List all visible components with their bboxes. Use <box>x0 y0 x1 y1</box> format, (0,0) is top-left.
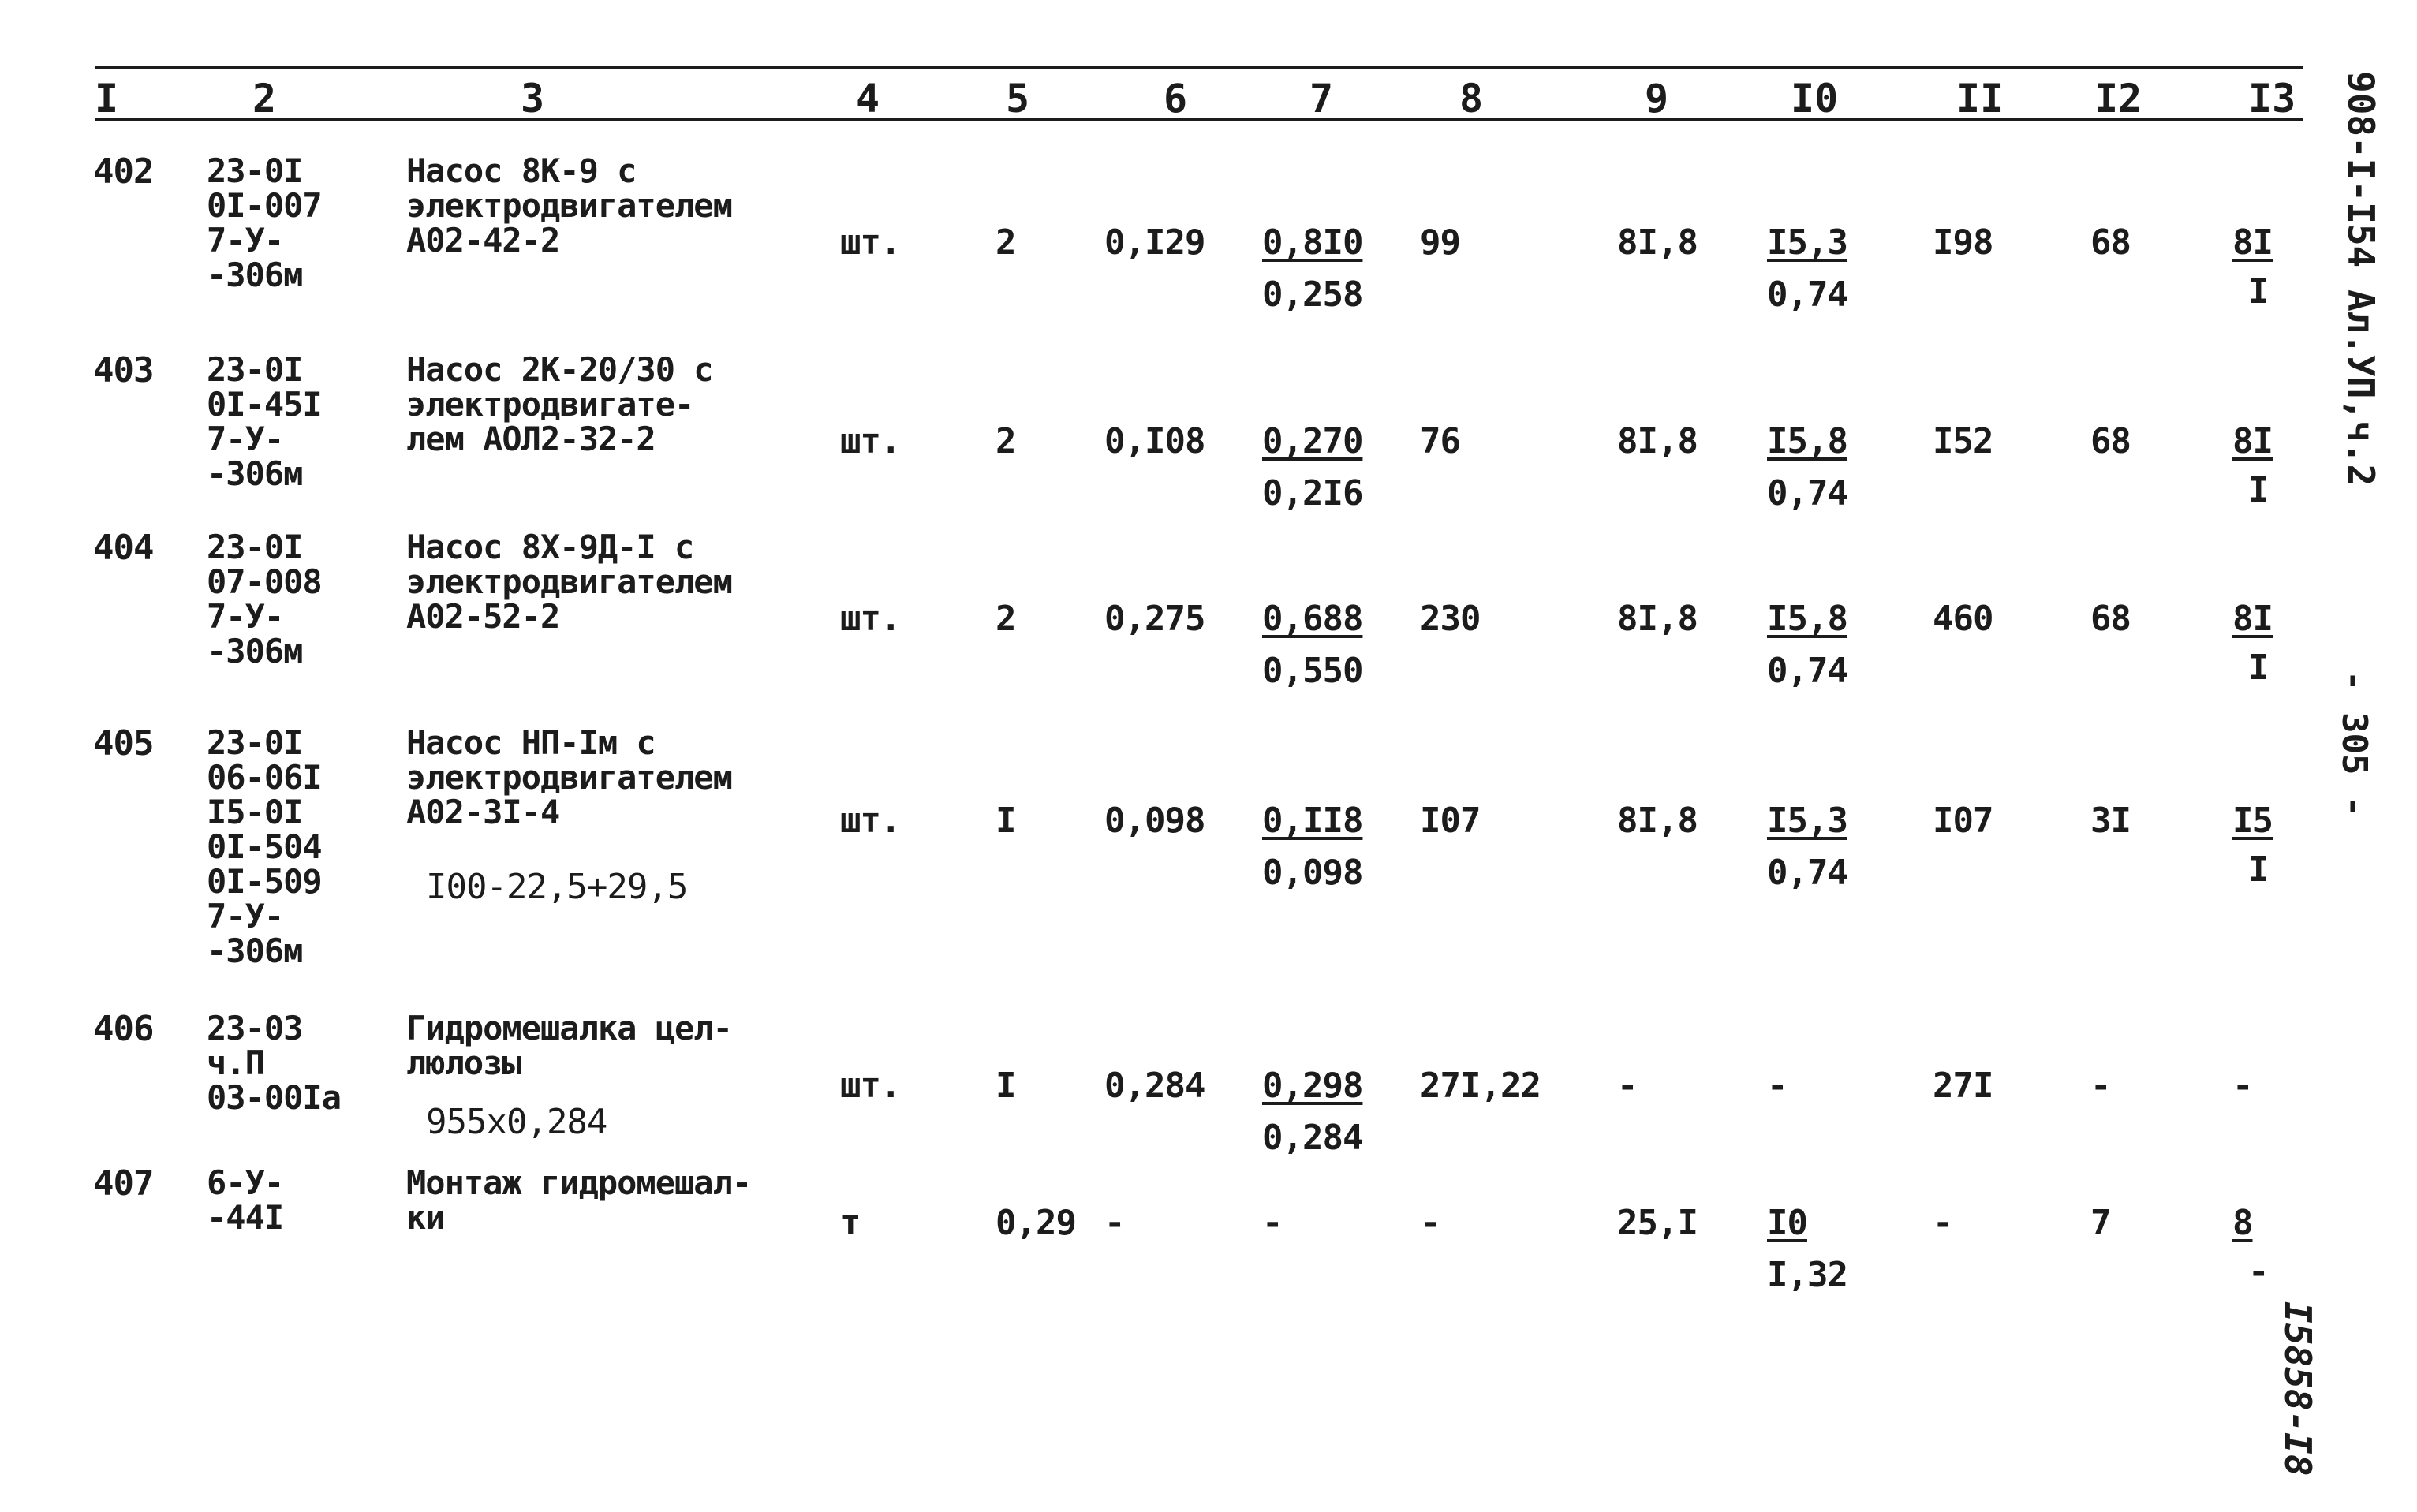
col-13-bottom-value: I <box>2248 470 2269 510</box>
norm-code-line: 03-00Iа <box>207 1078 342 1117</box>
col-11-value: - <box>1933 1203 1953 1243</box>
col-6-value: 0,275 <box>1104 599 1205 639</box>
col-7-bottom-value: 0,2I6 <box>1262 473 1363 513</box>
work-description-line: А02-42-2 <box>406 221 560 259</box>
col-9-value: 8I,8 <box>1617 599 1698 639</box>
quantity: I <box>996 801 1016 841</box>
column-header-1: I <box>95 76 119 121</box>
col-9-value: - <box>1617 1066 1638 1106</box>
work-description-note: I00-22,5+29,5 <box>426 867 688 907</box>
col-9-value: 8I,8 <box>1617 801 1698 841</box>
column-header-3: 3 <box>521 76 545 121</box>
col-10-bottom-value: 0,74 <box>1767 651 1847 691</box>
work-description-line: Гидромешалка цел- <box>406 1009 732 1047</box>
unit-of-measure: шт. <box>840 599 901 639</box>
unit-of-measure: шт. <box>840 421 901 461</box>
col-13-bottom-value: I <box>2248 271 2269 312</box>
col-7-top-value: 0,270 <box>1262 421 1363 461</box>
norm-code-line: 6-У- <box>207 1163 284 1202</box>
quantity: 2 <box>996 599 1016 639</box>
col-12-value: 3I <box>2090 801 2131 841</box>
norm-code-line: 23-0I <box>207 723 303 762</box>
quantity: 2 <box>996 222 1016 263</box>
work-description-line: Монтаж гидромешал- <box>406 1163 752 1202</box>
col-10-top-value: I5,8 <box>1767 599 1847 639</box>
quantity: 0,29 <box>996 1203 1076 1243</box>
col-12-value: 7 <box>2090 1203 2111 1243</box>
col-10-top-value: - <box>1767 1066 1788 1106</box>
col-12-value: - <box>2090 1066 2111 1106</box>
col-11-value: 460 <box>1933 599 1993 639</box>
work-description-line: лем АОЛ2-32-2 <box>406 420 656 458</box>
row-number: 403 <box>93 350 154 390</box>
norm-code-line: 7-У- <box>207 897 284 935</box>
col-13-bottom-value: I <box>2248 648 2269 688</box>
norm-code-line: 23-03 <box>207 1009 303 1047</box>
col-7-top-value: - <box>1262 1203 1283 1243</box>
col-7-bottom-value: 0,258 <box>1262 274 1363 315</box>
work-description-line: А02-52-2 <box>406 597 560 636</box>
norm-code-line: 7-У- <box>207 420 284 458</box>
norm-code-line: 0I-007 <box>207 186 322 225</box>
norm-code-line: -44I <box>207 1198 284 1237</box>
column-header-13: I3 <box>2248 76 2296 121</box>
col-10-top-value: I5,8 <box>1767 421 1847 461</box>
row-number: 404 <box>93 528 154 568</box>
col-9-value: 8I,8 <box>1617 222 1698 263</box>
col-7-top-value: 0,298 <box>1262 1066 1363 1106</box>
col-7-bottom-value: 0,284 <box>1262 1118 1363 1158</box>
column-header-5: 5 <box>1006 76 1030 121</box>
col-13-top-value: 8 <box>2232 1203 2253 1243</box>
col-6-value: 0,284 <box>1104 1066 1205 1106</box>
col-6-value: - <box>1104 1203 1125 1243</box>
col-13-bottom-value: I <box>2248 849 2269 890</box>
row-number: 402 <box>93 151 154 192</box>
col-8-value: 27I,22 <box>1420 1066 1541 1106</box>
column-header-7: 7 <box>1309 76 1334 121</box>
norm-code-line: -306м <box>207 256 303 294</box>
work-description-line: электродвигателем <box>406 758 732 797</box>
norm-code-line: 7-У- <box>207 597 284 636</box>
unit-of-measure: шт. <box>840 801 901 841</box>
work-description-line: Насос 8Х-9Д-I с <box>406 528 694 566</box>
col-11-value: I52 <box>1933 421 1993 461</box>
col-10-top-value: I5,3 <box>1767 801 1847 841</box>
col-11-value: I07 <box>1933 801 1993 841</box>
norm-code-line: 23-0I <box>207 350 303 389</box>
column-header-10: I0 <box>1791 76 1839 121</box>
row-number: 406 <box>93 1009 154 1049</box>
col-8-value: I07 <box>1420 801 1481 841</box>
col-13-top-value: 8I <box>2232 421 2273 461</box>
col-10-top-value: I5,3 <box>1767 222 1847 263</box>
col-6-value: 0,I08 <box>1104 421 1205 461</box>
work-description-line: люлозы <box>406 1043 521 1082</box>
col-7-top-value: 0,8I0 <box>1262 222 1363 263</box>
row-number: 405 <box>93 723 154 763</box>
norm-code-line: 06-06I <box>207 758 322 797</box>
header-top-rule <box>95 66 2303 69</box>
col-10-top-value: I0 <box>1767 1203 1807 1243</box>
norm-code-line: 0I-504 <box>207 827 322 866</box>
quantity: I <box>996 1066 1016 1106</box>
col-12-value: 68 <box>2090 599 2131 639</box>
column-header-11: II <box>1956 76 2004 121</box>
col-13-top-value: - <box>2232 1066 2253 1106</box>
column-header-6: 6 <box>1164 76 1188 121</box>
work-description-note: 955х0,284 <box>426 1102 607 1142</box>
work-description-line: Насос НП-Iм с <box>406 723 656 762</box>
col-9-value: 8I,8 <box>1617 421 1698 461</box>
col-8-value: 230 <box>1420 599 1481 639</box>
norm-code-line: ч.П <box>207 1043 264 1082</box>
col-13-top-value: I5 <box>2232 801 2273 841</box>
col-10-bottom-value: 0,74 <box>1767 473 1847 513</box>
work-description-line: электродвигателем <box>406 186 732 225</box>
work-description-line: А02-3I-4 <box>406 793 560 831</box>
column-header-9: 9 <box>1645 76 1669 121</box>
norm-code-line: I5-0I <box>207 793 303 831</box>
col-8-value: 99 <box>1420 222 1460 263</box>
col-11-value: 27I <box>1933 1066 1993 1106</box>
col-8-value: 76 <box>1420 421 1460 461</box>
col-11-value: I98 <box>1933 222 1993 263</box>
norm-code-line: 23-0I <box>207 151 303 190</box>
col-13-top-value: 8I <box>2232 599 2273 639</box>
col-10-bottom-value: 0,74 <box>1767 853 1847 893</box>
col-7-bottom-value: 0,098 <box>1262 853 1363 893</box>
norm-code-line: -306м <box>207 931 303 970</box>
work-description-line: электродвигателем <box>406 562 732 601</box>
side-label-top: 908-I-I54 Ал.УП,ч.2 <box>2340 71 2382 487</box>
side-page-number: - 305 - <box>2334 670 2374 817</box>
norm-code-line: -306м <box>207 632 303 670</box>
unit-of-measure: шт. <box>840 1066 901 1106</box>
col-12-value: 68 <box>2090 421 2131 461</box>
row-number: 407 <box>93 1163 154 1204</box>
column-header-4: 4 <box>856 76 880 121</box>
norm-code-line: 0I-45I <box>207 385 322 424</box>
norm-code-line: 0I-509 <box>207 862 322 901</box>
col-10-bottom-value: I,32 <box>1767 1255 1847 1295</box>
col-12-value: 68 <box>2090 222 2131 263</box>
col-7-bottom-value: 0,550 <box>1262 651 1363 691</box>
col-7-top-value: 0,II8 <box>1262 801 1363 841</box>
norm-code-line: -306м <box>207 454 303 493</box>
col-13-top-value: 8I <box>2232 222 2273 263</box>
work-description-line: электродвигате- <box>406 385 694 424</box>
column-header-2: 2 <box>252 76 277 121</box>
work-description-line: Насос 2К-20/30 с <box>406 350 713 389</box>
quantity: 2 <box>996 421 1016 461</box>
norm-code-line: 23-0I <box>207 528 303 566</box>
norm-code-line: 07-008 <box>207 562 322 601</box>
work-description-line: ки <box>406 1198 445 1237</box>
col-8-value: - <box>1420 1203 1440 1243</box>
column-header-8: 8 <box>1459 76 1484 121</box>
unit-of-measure: т <box>840 1203 861 1243</box>
work-description-line: Насос 8К-9 с <box>406 151 637 190</box>
unit-of-measure: шт. <box>840 222 901 263</box>
column-header-12: I2 <box>2094 76 2142 121</box>
col-9-value: 25,I <box>1617 1203 1698 1243</box>
col-13-bottom-value: - <box>2248 1252 2269 1292</box>
side-label-bottom: I5858-I8 <box>2277 1301 2319 1477</box>
col-7-top-value: 0,688 <box>1262 599 1363 639</box>
col-6-value: 0,098 <box>1104 801 1205 841</box>
col-10-bottom-value: 0,74 <box>1767 274 1847 315</box>
norm-code-line: 7-У- <box>207 221 284 259</box>
col-6-value: 0,I29 <box>1104 222 1205 263</box>
